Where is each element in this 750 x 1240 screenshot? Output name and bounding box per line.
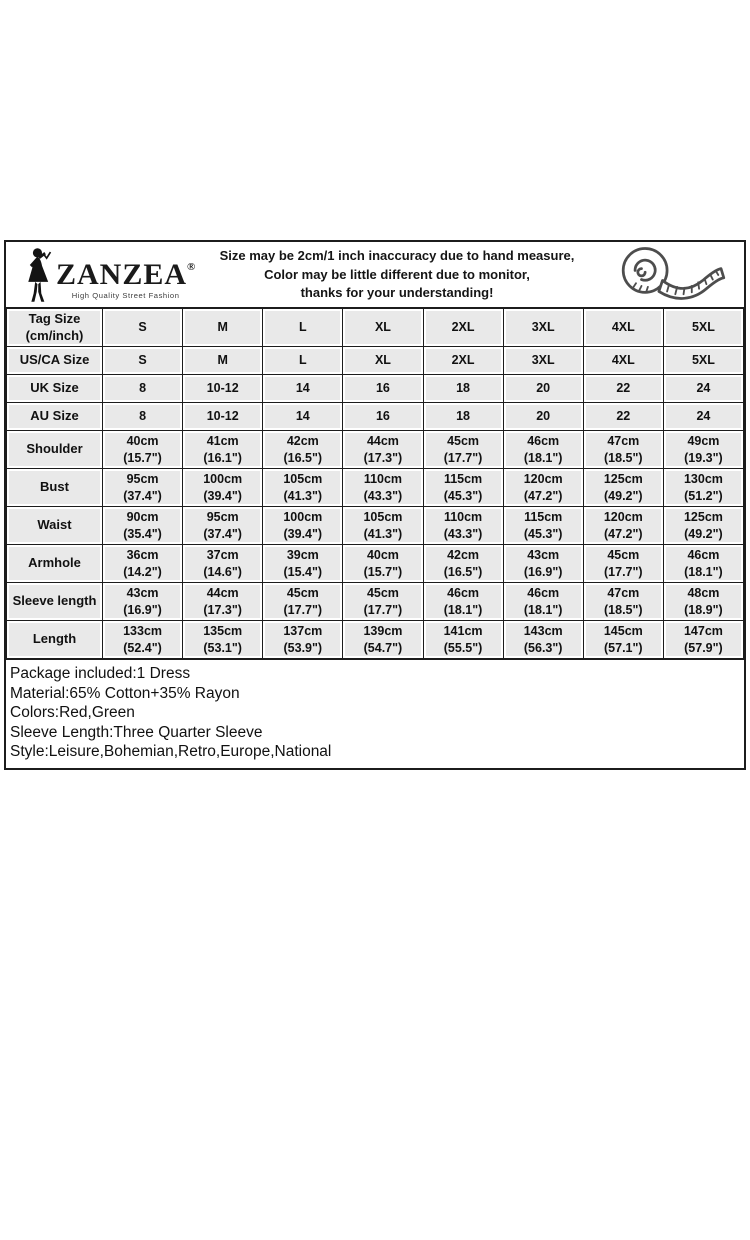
size-value-cell: 44cm (17.3") (343, 431, 423, 469)
size-value-cell: XL (343, 347, 423, 375)
size-disclaimer (202, 246, 592, 303)
check-mark-icon (44, 252, 50, 258)
size-value-cell: 120cm (47.2") (583, 507, 663, 545)
size-value-cell: 46cm (18.1") (423, 583, 503, 621)
row-label: Armhole (7, 545, 103, 583)
size-value-cell: 8 (103, 403, 183, 431)
woman-silhouette-icon (26, 247, 52, 303)
size-table-row (7, 309, 744, 347)
size-value-cell: 20 (503, 403, 583, 431)
size-value-cell: 125cm (49.2") (663, 507, 743, 545)
size-value-cell: 4XL (583, 347, 663, 375)
size-table-row (7, 403, 744, 431)
size-value-cell: 42cm (16.5") (263, 431, 343, 469)
size-value-cell: 22 (583, 403, 663, 431)
size-value-cell: 44cm (17.3") (183, 583, 263, 621)
size-value-cell: 3XL (503, 347, 583, 375)
size-value-cell: XL (343, 309, 423, 347)
row-label: Length (7, 621, 103, 659)
size-value-cell: 46cm (18.1") (503, 431, 583, 469)
size-value-cell: 115cm (45.3") (503, 507, 583, 545)
size-table-row (7, 621, 744, 659)
size-value-cell: 45cm (17.7") (343, 583, 423, 621)
size-value-cell: 135cm (53.1") (183, 621, 263, 659)
size-value-cell: S (103, 309, 183, 347)
size-value-cell: 133cm (52.4") (103, 621, 183, 659)
disclaimer-line-3: thanks for your understanding! (300, 285, 494, 301)
size-value-cell: 137cm (53.9") (263, 621, 343, 659)
size-value-cell: 120cm (47.2") (503, 469, 583, 507)
brand-tagline: High Quality Street Fashion (71, 290, 180, 300)
size-table-row (7, 507, 744, 545)
brand-logo (6, 247, 202, 303)
size-value-cell: 46cm (18.1") (503, 583, 583, 621)
row-label: Waist (7, 507, 103, 545)
size-value-cell: 47cm (18.5") (583, 431, 663, 469)
product-note-line: Style:Leisure,Bohemian,Retro,Europe,National (10, 743, 332, 760)
size-value-cell: L (263, 347, 343, 375)
size-table-row (7, 469, 744, 507)
size-value-cell: 10-12 (183, 403, 263, 431)
size-value-cell: 3XL (503, 309, 583, 347)
size-value-cell: 2XL (423, 309, 503, 347)
size-value-cell: 105cm (41.3") (263, 469, 343, 507)
size-value-cell: 125cm (49.2") (583, 469, 663, 507)
size-value-cell: 141cm (55.5") (423, 621, 503, 659)
size-value-cell: 18 (423, 403, 503, 431)
size-value-cell: 36cm (14.2") (103, 545, 183, 583)
brand-name-text: ZANZEA (56, 257, 188, 291)
tape-measure-block (592, 243, 744, 307)
size-value-cell: 39cm (15.4") (263, 545, 343, 583)
size-value-cell: 45cm (17.7") (263, 583, 343, 621)
size-table-row (7, 431, 744, 469)
size-table-row (7, 375, 744, 403)
size-value-cell: 145cm (57.1") (583, 621, 663, 659)
product-note-line: Sleeve Length:Three Quarter Sleeve (10, 723, 263, 741)
size-value-cell: 16 (343, 403, 423, 431)
size-table-row (7, 583, 744, 621)
size-value-cell: S (103, 347, 183, 375)
product-note-line: Material:65% Cotton+35% Rayon (10, 684, 240, 702)
size-value-cell: 115cm (45.3") (423, 469, 503, 507)
row-label: US/CA Size (7, 347, 103, 375)
row-label: Bust (7, 469, 103, 507)
row-label: UK Size (7, 375, 103, 403)
product-notes (6, 659, 744, 768)
disclaimer-line-2: Color may be little different due to monitor, (264, 266, 530, 282)
size-value-cell: 43cm (16.9") (103, 583, 183, 621)
size-value-cell: 43cm (16.9") (503, 545, 583, 583)
logo-text-column (56, 252, 195, 300)
size-value-cell: 95cm (37.4") (183, 507, 263, 545)
size-table-row (7, 347, 744, 375)
size-value-cell: 47cm (18.5") (583, 583, 663, 621)
size-value-cell: 105cm (41.3") (343, 507, 423, 545)
row-label: Shoulder (7, 431, 103, 469)
size-value-cell: M (183, 347, 263, 375)
size-value-cell: 90cm (35.4") (103, 507, 183, 545)
size-value-cell: 10-12 (183, 375, 263, 403)
size-value-cell: 100cm (39.4") (263, 507, 343, 545)
size-value-cell: 24 (663, 403, 743, 431)
size-value-cell: 14 (263, 375, 343, 403)
product-note-line: Package included:1 Dress (10, 665, 191, 682)
registered-trademark: ® (187, 260, 196, 273)
row-label: AU Size (7, 403, 103, 431)
size-value-cell: 16 (343, 375, 423, 403)
size-value-cell: 41cm (16.1") (183, 431, 263, 469)
brand-name (56, 252, 195, 290)
size-value-cell: 18 (423, 375, 503, 403)
size-value-cell: 45cm (17.7") (583, 545, 663, 583)
size-value-cell: 8 (103, 375, 183, 403)
size-value-cell: 5XL (663, 309, 743, 347)
size-value-cell: M (183, 309, 263, 347)
size-value-cell: 40cm (15.7") (103, 431, 183, 469)
size-value-cell: 40cm (15.7") (343, 545, 423, 583)
size-value-cell: 14 (263, 403, 343, 431)
size-value-cell: 110cm (43.3") (343, 469, 423, 507)
header-band (6, 242, 744, 308)
row-label: Tag Size (cm/inch) (7, 309, 103, 347)
size-value-cell: 139cm (54.7") (343, 621, 423, 659)
size-value-cell: 42cm (16.5") (423, 545, 503, 583)
disclaimer-line-1: Size may be 2cm/1 inch inaccuracy due to hand measure, (219, 248, 575, 264)
size-value-cell: 20 (503, 375, 583, 403)
size-value-cell: L (263, 309, 343, 347)
size-value-cell: 48cm (18.9") (663, 583, 743, 621)
size-value-cell: 147cm (57.9") (663, 621, 743, 659)
size-value-cell: 143cm (56.3") (503, 621, 583, 659)
size-value-cell: 95cm (37.4") (103, 469, 183, 507)
size-value-cell: 37cm (14.6") (183, 545, 263, 583)
tape-measure-icon (607, 243, 729, 307)
size-value-cell: 2XL (423, 347, 503, 375)
product-note-line: Colors:Red,Green (10, 704, 135, 721)
size-table (6, 308, 744, 659)
size-value-cell: 130cm (51.2") (663, 469, 743, 507)
size-table-row (7, 545, 744, 583)
size-value-cell: 45cm (17.7") (423, 431, 503, 469)
size-value-cell: 49cm (19.3") (663, 431, 743, 469)
size-value-cell: 110cm (43.3") (423, 507, 503, 545)
size-value-cell: 100cm (39.4") (183, 469, 263, 507)
size-value-cell: 4XL (583, 309, 663, 347)
row-label: Sleeve length (7, 583, 103, 621)
size-value-cell: 24 (663, 375, 743, 403)
size-value-cell: 46cm (18.1") (663, 545, 743, 583)
size-value-cell: 22 (583, 375, 663, 403)
size-chart-sheet (4, 240, 746, 770)
size-value-cell: 5XL (663, 347, 743, 375)
